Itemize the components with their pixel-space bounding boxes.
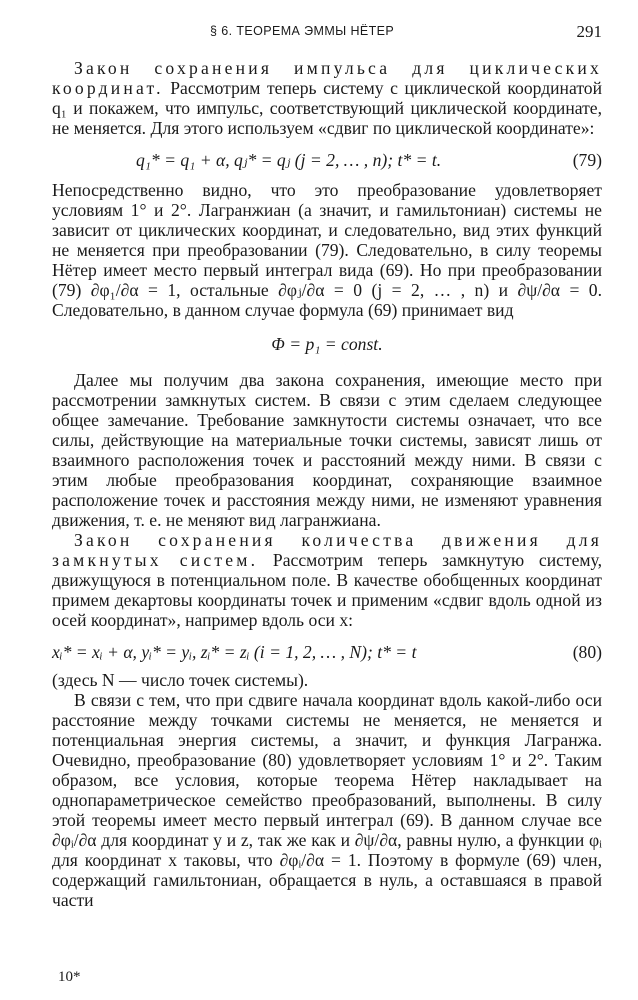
paragraph-text: Рассмотрим теперь замкнутую систему, движущуюся в потенциальном поле. В качестве обобщенных координат примем декартовы координаты точек и применим «сдвиг вдоль одной из осей координат», например вдоль оси x:: [52, 550, 602, 630]
page-header: [0, 22, 638, 46]
formula-80: [52, 642, 602, 662]
section-heading-momentum: Закон сохранения импульса для циклических координат.: [52, 58, 602, 98]
formula-79: [52, 150, 602, 170]
signature-mark: 10*: [58, 969, 81, 985]
equation-number: (80): [572, 642, 602, 662]
formula-const: [52, 334, 602, 354]
page-body: [52, 58, 602, 910]
page-number: 291: [576, 22, 602, 41]
formula-text: xᵢ* = xᵢ + α, yᵢ* = yᵢ, zᵢ* = zᵢ (i = 1, 2, … , N); t* = t: [52, 642, 417, 662]
paragraph-linear-momentum-law: [52, 530, 602, 630]
section-heading-linear-momentum: Закон сохранения количества движения для замкнутых систем.: [52, 530, 602, 570]
paragraph-momentum-law: [52, 58, 602, 138]
equation-number: (79): [572, 150, 602, 170]
paragraph-note: (здесь N — число точек системы).: [52, 670, 309, 690]
paragraph-closed-systems: Далее мы получим два закона сохранения, имеющие место при рассмотрении замкнутых систем. В связи с этим сделаем следующее общее замечание. Требование замкнутости системы означает, что все силы, действующие на материальные точки системы, зависят лишь от взаимного расположения точек и расстояний между ними. В связи с этим любые преобразования координат, сохраняющие взаимное расположение точек и расстояния между ними, не изменяют уравнения движения, т. е. не меняют вид лагранжиана.: [52, 370, 602, 530]
paragraph-text: Рассмотрим теперь систему с циклической координатой q₁ и покажем, что импульс, соответствующий циклической координате, не меняется. Для этого используем «сдвиг по циклической координате»:: [52, 78, 602, 138]
paragraph-cyclic-proof: Непосредственно видно, что это преобразование удовлетворяет условиям 1° и 2°. Лагранжиан (а значит, и гамильтониан) системы не зависит от циклических координат, и следовательно, вид этих функций не меняется при преобразовании (79). Следовательно, в силу теоремы Нётер имеет место первый интеграл вида (69). Но при преобразовании (79) ∂φ₁/∂α = 1, остальные ∂φⱼ/∂α = 0 (j = 2, … , n) и ∂ψ/∂α = 0. Следовательно, в данном случае формула (69) принимает вид: [52, 180, 602, 320]
formula-text: Φ = p₁ = const.: [271, 334, 383, 354]
running-head: § 6. ТЕОРЕМА ЭММЫ НЁТЕР: [210, 24, 395, 38]
formula-text: q₁* = q₁ + α, qⱼ* = qⱼ (j = 2, … , n); t* = t.: [136, 150, 442, 170]
paragraph-shift-argument: В связи с тем, что при сдвиге начала координат вдоль какой-либо оси расстояние между точками системы не меняется, не меняется и потенциальная энергия системы, а значит, и функция Лагранжа. Очевидно, преобразование (80) удовлетворяет условиям 1° и 2°. Таким образом, все условия, которые теорема Нётер накладывает на однопараметрическое семейство преобразований, выполнены. В силу этой теоремы имеет место первый интеграл (69). В данном случае все ∂φᵢ/∂α для координат y и z, так же как и ∂ψ/∂α, равны нулю, а функции φᵢ для координат x таковы, что ∂φᵢ/∂α = 1. Поэтому в формуле (69) член, содержащий гамильтониан, обращается в нуль, а оставшаяся в правой части: [52, 690, 602, 910]
